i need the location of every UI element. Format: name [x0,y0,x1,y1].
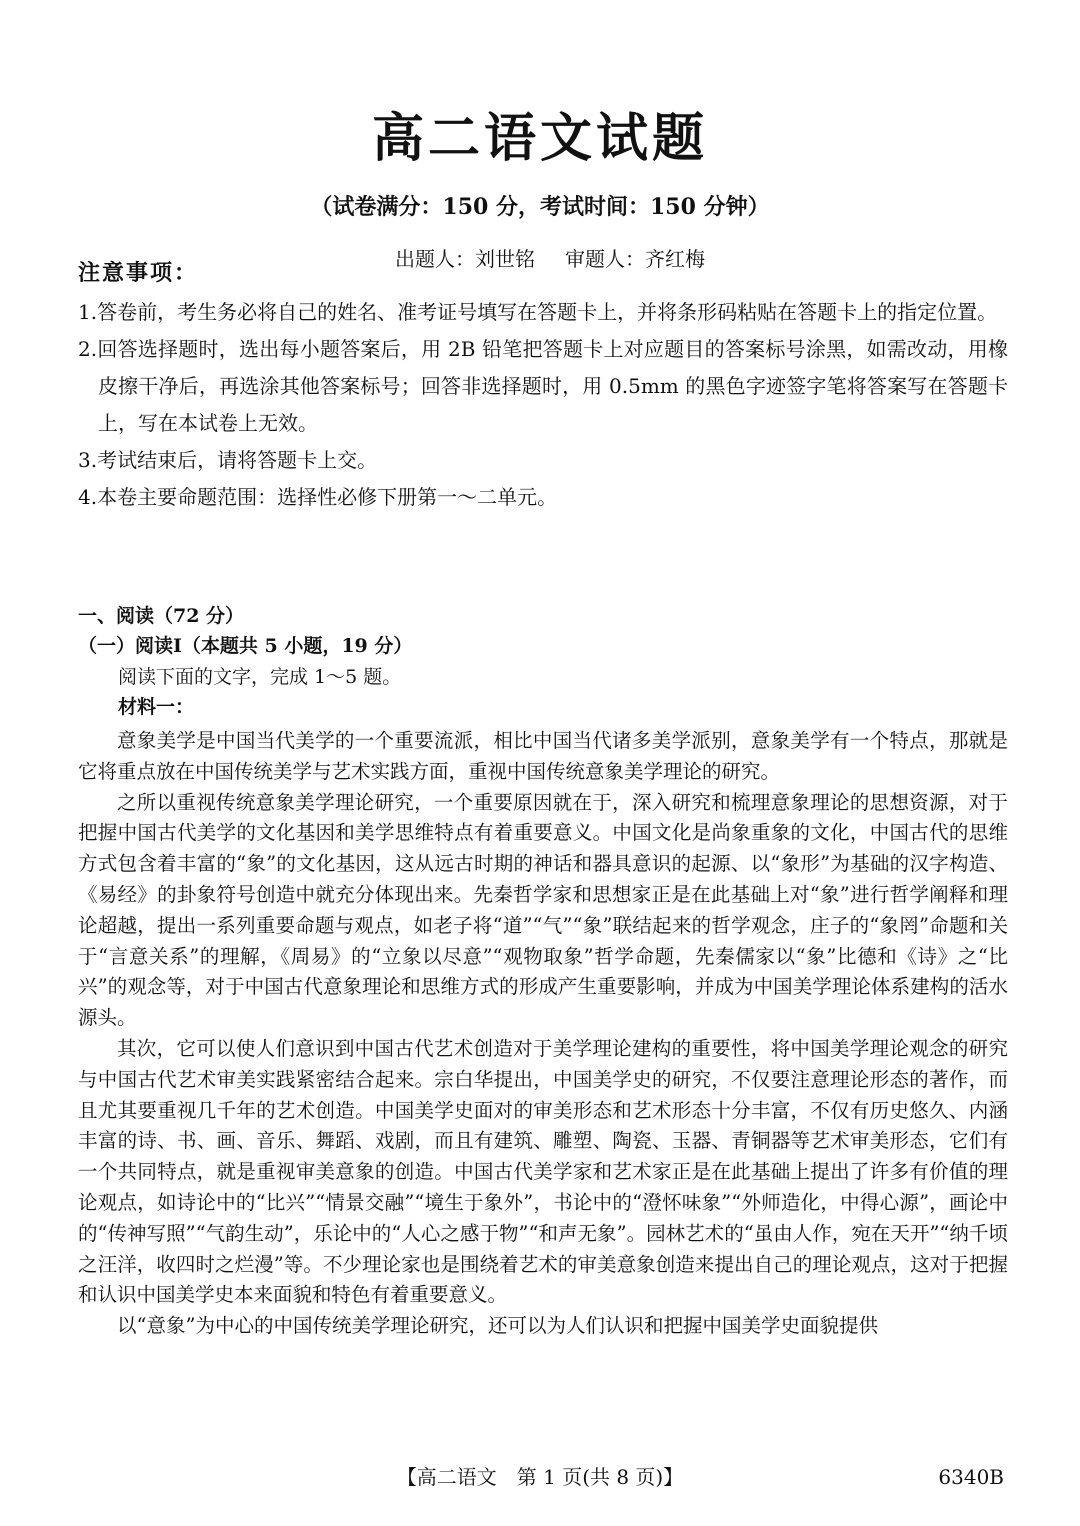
passage-paragraph: 其次，它可以使人们意识到中国古代艺术创造对于美学理论建构的重要性，将中国美学理论观念的研究与中国古代艺术审美实践紧密结合起来。宗白华提出，中国美学史的研究，不仅要注意理论形态的著作，而且尤其要重视几千年的艺术创造。中国美学史面对的审美形态和艺术形态十分丰富，不仅有历史悠久、内涵丰富的诗、书、画、音乐、舞蹈、戏剧，而且有建筑、雕塑、陶瓷、玉器、青铜器等艺术审美形态，它们有一个共同特点，就是重视审美意象的创造。中国古代美学家和艺术家正是在此基础上提出了许多有价值的理论观点，如诗论中的“比兴”“情景交融”“境生于象外”，书论中的“澄怀味象”“外师造化，中得心源”，画论中的“传神写照”“气韵生动”，乐论中的“人心之感于物”“和声无象”。园林艺术的“虽由人作，宛在天开”“纳千顷之汪洋，收四时之烂漫”等。不少理论家也是围绕着艺术的审美意象创造来提出自己的理论观点，这对于把握和认识中国美学史本来面貌和特色有着重要意义。 [78,1036,1008,1307]
setter-name: 出题人：刘世铭 [395,247,535,271]
passage-paragraph: 之所以重视传统意象美学理论研究，一个重要原因就在于，深入研究和梳理意象理论的思想资源，对于把握中国古代美学的文化基因和美学思维特点有着重要意义。中国文化是尚象重象的文化，中国古代的思维方式包含着丰富的“象”的文化基因，这从远古时期的神话和器具意识的起源、以“象形”为基础的汉字构造、《易经》的卦象符号创造中就充分体现出来。先秦哲学家和思想家正是在此基础上对“象”进行哲学阐释和理论超越，提出一系列重要命题与观点，如老子将“道”“气”“象”联结起来的哲学观念，庄子的“象罔”命题和关于“言意关系”的理解，《周易》的“立象以尽意”“观物取象”哲学命题，先秦儒家以“象”比德和《诗》之“比兴”的观念等，对于中国古代意象理论和思维方式的形成产生重要影响，并成为中国美学理论体系建构的活水源头。 [78,790,1008,1030]
notice-heading: 注意事项： [78,260,199,286]
reading-passage [78,726,1008,1342]
passage-paragraph: 意象美学是中国当代美学的一个重要流派，相比中国当代诸多美学派别，意象美学有一个特点，那就是它将重点放在中国传统美学与艺术实践方面，重视中国传统意象美学理论的研究。 [78,729,1008,783]
section-heading: 一、阅读（72 分） [78,605,245,627]
notice-list [78,294,1008,516]
exam-info: （试卷满分：150 分，考试时间：150 分钟） [310,194,770,220]
subsection-heading: （一）阅读Ⅰ（本题共 5 小题，19 分） [78,635,413,657]
exam-code: 6340B [938,1465,1004,1489]
instruction: 阅读下面的文字，完成 1～5 题。 [118,666,402,688]
notice-item: 3.考试结束后，请将答题卡上交。 [78,448,378,472]
material-label: 材料一： [118,696,195,718]
notice-item: 1.答卷前，考生务必将自己的姓名、准考证号填写在答题卡上，并将条形码粘贴在答题卡上的指定位置。 [78,300,998,324]
reviewer-name: 审题人：齐红梅 [565,247,705,271]
passage-paragraph: 以“意象”为中心的中国传统美学理论研究，还可以为人们认识和把握中国美学史面貌提供 [117,1314,878,1338]
notice-item: 2.回答选择题时，选出每小题答案后，用 2B 铅笔把答题卡上对应题目的答案标号涂黑，如需改动，用橡皮擦干净后，再选涂其他答案标号；回答非选择题时，用 0.5mm 的黑色字迹签字笔将答案写在答题卡上，写在本试卷上无效。 [78,337,1008,435]
notice-item: 4.本卷主要命题范围：选择性必修下册第一～二单元。 [78,485,558,509]
page-title: 高二语文试题 [371,108,708,169]
page-number: 【高二语文 第 1 页(共 8 页)】 [396,1465,684,1489]
